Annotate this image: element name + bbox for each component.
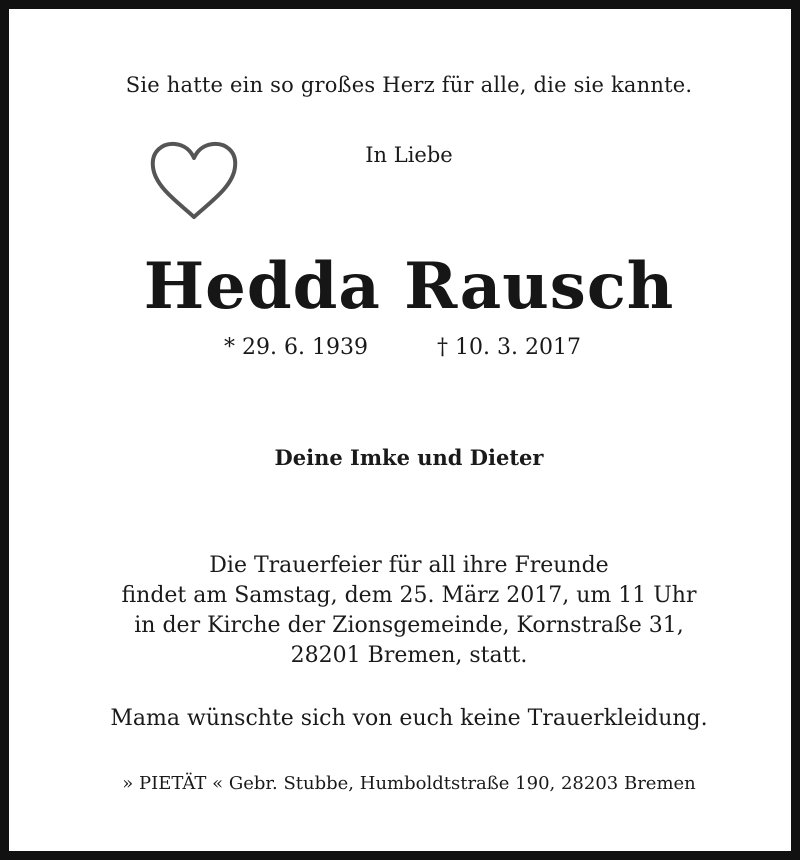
service-line: in der Kirche der Zionsgemeinde, Kornstraße 31, <box>134 613 684 638</box>
death-date: † 10. 3. 2017 <box>437 335 581 360</box>
undertaker-info: » PIETÄT « Gebr. Stubbe, Humboldtstraße 190, 28203 Bremen <box>122 773 696 794</box>
motto-text: Sie hatte ein so großes Herz für alle, die sie kannte. <box>125 73 693 97</box>
service-line: findet am Samstag, dem 25. März 2017, um 11 Uhr <box>121 583 697 608</box>
service-announcement <box>9 551 800 671</box>
deceased-name: Hedda Rausch <box>143 249 675 324</box>
family-signature: Deine Imke und Dieter <box>274 445 544 470</box>
service-line: 28201 Bremen, statt. <box>290 643 528 668</box>
birth-date: * 29. 6. 1939 <box>224 335 368 360</box>
dress-code-wish: Mama wünschte sich von euch keine Trauerkleidung. <box>110 706 708 731</box>
in-love-text: In Liebe <box>365 143 453 167</box>
heart-outline-icon <box>149 141 239 223</box>
service-line: Die Trauerfeier für all ihre Freunde <box>209 553 609 578</box>
